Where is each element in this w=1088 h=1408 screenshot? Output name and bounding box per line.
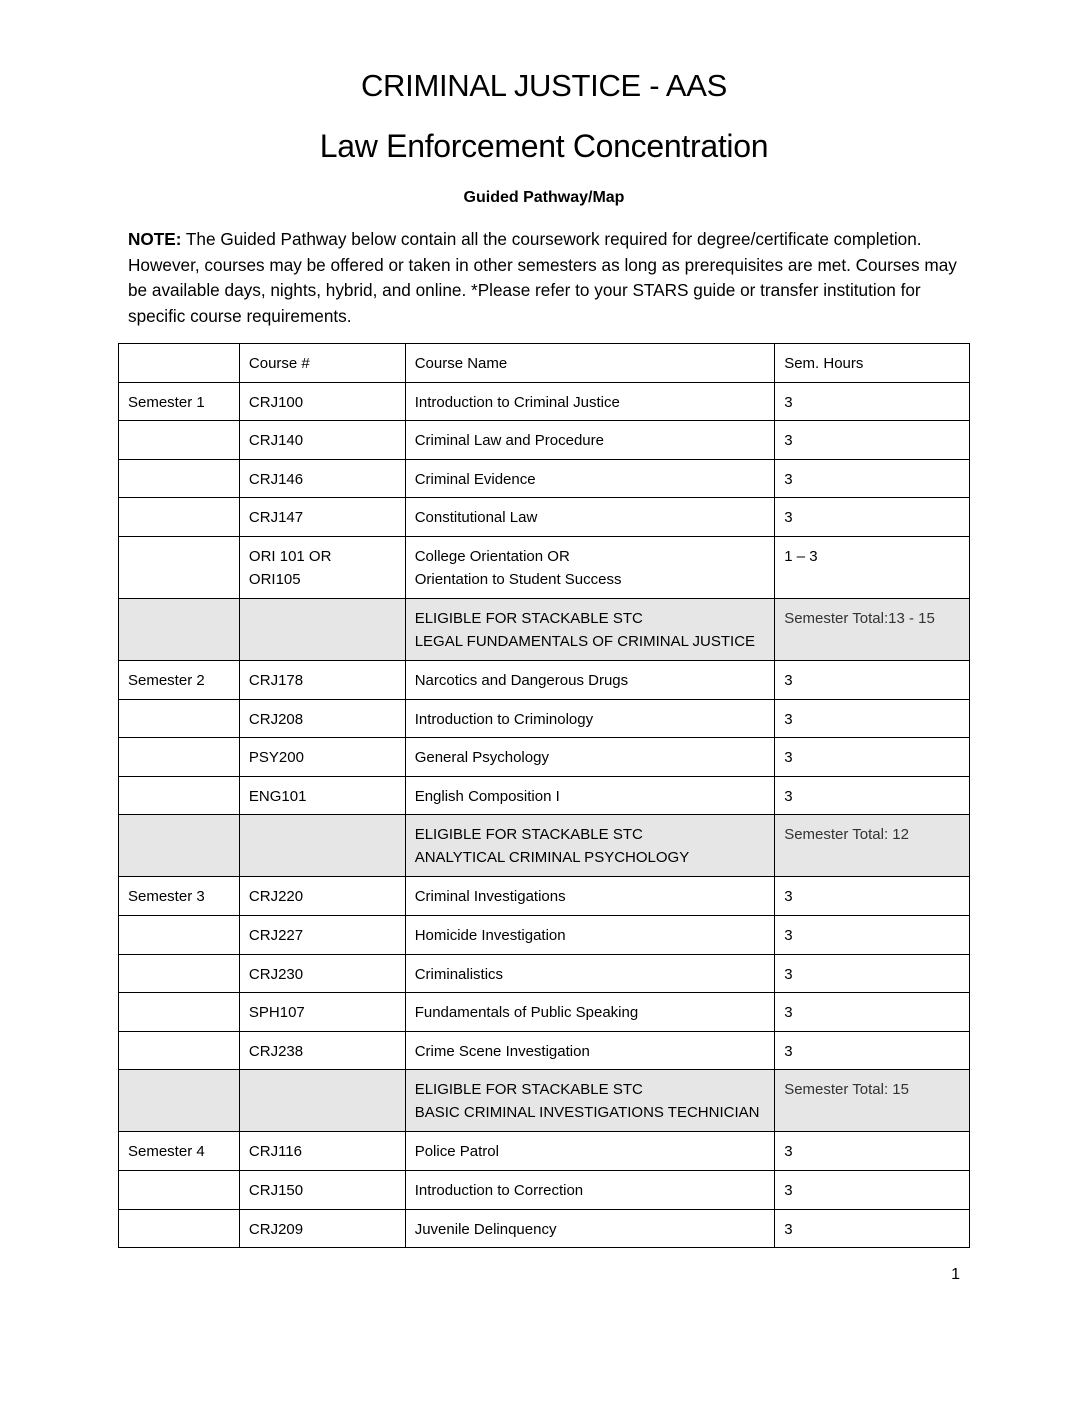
course-number: CRJ227	[239, 915, 405, 954]
course-name: Narcotics and Dangerous Drugs	[405, 660, 775, 699]
pathway-table	[118, 343, 970, 1248]
semester-label	[119, 915, 240, 954]
semester-hours: 3	[775, 915, 970, 954]
course-number-cell	[239, 815, 405, 877]
semester-label	[119, 1170, 240, 1209]
course-row	[119, 536, 970, 598]
semester-total: Semester Total: 12	[775, 815, 970, 877]
stc-eligibility-cell	[405, 1070, 775, 1132]
course-name: Constitutional Law	[405, 498, 775, 537]
course-row	[119, 954, 970, 993]
semester-hours: 3	[775, 421, 970, 460]
course-number-cell	[239, 598, 405, 660]
stc-certificate-name: LEGAL FUNDAMENTALS OF CRIMINAL JUSTICE	[414, 632, 756, 650]
table-header-row	[119, 344, 970, 383]
course-number: CRJ146	[239, 459, 405, 498]
semester-summary-row	[119, 815, 970, 877]
course-row	[119, 1031, 970, 1070]
course-number: CRJ230	[239, 954, 405, 993]
course-row	[119, 915, 970, 954]
course-row	[119, 1209, 970, 1248]
stc-eligibility-label: ELIGIBLE FOR STACKABLE STC	[414, 826, 643, 844]
semester-label	[119, 536, 240, 598]
semester-label	[119, 993, 240, 1032]
stc-eligibility-cell	[405, 598, 775, 660]
course-row	[119, 498, 970, 537]
course-row	[119, 421, 970, 460]
semester-cell	[119, 815, 240, 877]
stc-eligibility-label: ELIGIBLE FOR STACKABLE STC	[414, 609, 643, 627]
course-name: Criminalistics	[405, 954, 775, 993]
semester-hours: 3	[775, 993, 970, 1032]
semester-label	[119, 421, 240, 460]
course-row	[119, 776, 970, 815]
course-name: Fundamentals of Public Speaking	[405, 993, 775, 1032]
semester-cell	[119, 598, 240, 660]
semester-label: Semester 4	[119, 1132, 240, 1171]
header-course-name: Course Name	[405, 344, 775, 383]
course-row	[119, 1132, 970, 1171]
semester-label	[119, 738, 240, 777]
course-name: Criminal Law and Procedure	[405, 421, 775, 460]
semester-label	[119, 1031, 240, 1070]
semester-summary-row	[119, 1070, 970, 1132]
semester-hours: 1 – 3	[775, 536, 970, 598]
semester-hours: 3	[775, 1170, 970, 1209]
subtitle: Guided Pathway/Map	[463, 189, 625, 206]
course-number-line: ORI 101 OR	[248, 547, 332, 565]
page-number: 1	[951, 1266, 960, 1283]
semester-label: Semester 3	[119, 877, 240, 916]
course-number: CRJ238	[239, 1031, 405, 1070]
course-row	[119, 993, 970, 1032]
document-title: CRIMINAL JUSTICE - AAS	[360, 68, 728, 103]
course-name: Police Patrol	[405, 1132, 775, 1171]
course-name: Criminal Evidence	[405, 459, 775, 498]
course-row	[119, 382, 970, 421]
note-paragraph	[128, 227, 958, 329]
course-row	[119, 877, 970, 916]
course-row	[119, 699, 970, 738]
concentration-title: Law Enforcement Concentration	[319, 128, 769, 164]
course-number: CRJ209	[239, 1209, 405, 1248]
semester-cell	[119, 1070, 240, 1132]
semester-hours: 3	[775, 738, 970, 777]
course-name: English Composition I	[405, 776, 775, 815]
note-label: NOTE:	[128, 229, 182, 249]
course-row	[119, 738, 970, 777]
course-number: CRJ220	[239, 877, 405, 916]
course-name: Juvenile Delinquency	[405, 1209, 775, 1248]
semester-label: Semester 2	[119, 660, 240, 699]
semester-hours: 3	[775, 1031, 970, 1070]
semester-hours: 3	[775, 699, 970, 738]
course-number-line: ORI105	[248, 570, 301, 588]
course-number: CRJ178	[239, 660, 405, 699]
course-name: General Psychology	[405, 738, 775, 777]
course-number: PSY200	[239, 738, 405, 777]
course-row	[119, 1170, 970, 1209]
course-number: CRJ116	[239, 1132, 405, 1171]
stc-eligibility-cell	[405, 815, 775, 877]
semester-label: Semester 1	[119, 382, 240, 421]
course-row	[119, 459, 970, 498]
course-number: SPH107	[239, 993, 405, 1032]
semester-label	[119, 699, 240, 738]
course-name-line: College Orientation OR	[414, 547, 570, 565]
course-name: Criminal Investigations	[405, 877, 775, 916]
semester-summary-row	[119, 598, 970, 660]
semester-total: Semester Total: 15	[775, 1070, 970, 1132]
course-name: Introduction to Correction	[405, 1170, 775, 1209]
semester-total: Semester Total:13 - 15	[775, 598, 970, 660]
course-name: Introduction to Criminology	[405, 699, 775, 738]
semester-label	[119, 459, 240, 498]
course-number-cell	[239, 1070, 405, 1132]
semester-hours: 3	[775, 382, 970, 421]
semester-hours: 3	[775, 954, 970, 993]
course-name-line: Orientation to Student Success	[414, 570, 622, 588]
semester-hours: 3	[775, 1209, 970, 1248]
header-course-number: Course #	[239, 344, 405, 383]
course-name	[405, 536, 775, 598]
header-sem-hours: Sem. Hours	[775, 344, 970, 383]
course-number: CRJ140	[239, 421, 405, 460]
course-name: Introduction to Criminal Justice	[405, 382, 775, 421]
semester-hours: 3	[775, 776, 970, 815]
course-number	[239, 536, 405, 598]
stc-certificate-name: ANALYTICAL CRIMINAL PSYCHOLOGY	[414, 849, 690, 867]
semester-hours: 3	[775, 1132, 970, 1171]
course-number: CRJ147	[239, 498, 405, 537]
semester-hours: 3	[775, 877, 970, 916]
course-number: CRJ208	[239, 699, 405, 738]
course-row	[119, 660, 970, 699]
semester-label	[119, 954, 240, 993]
stc-eligibility-label: ELIGIBLE FOR STACKABLE STC	[414, 1081, 643, 1099]
semester-hours: 3	[775, 660, 970, 699]
course-number: CRJ100	[239, 382, 405, 421]
course-name: Crime Scene Investigation	[405, 1031, 775, 1070]
note-text: The Guided Pathway below contain all the coursework required for degree/certificate completion. However, courses may be offered or taken in other semesters as long as prerequisites are met. Courses may be available days, nights, hybrid, and online. *Please refer to your STARS guide or transfer institution for specific course requirements.	[128, 229, 957, 326]
stc-certificate-name: BASIC CRIMINAL INVESTIGATIONS TECHNICIAN	[414, 1104, 760, 1122]
course-number: ENG101	[239, 776, 405, 815]
course-name: Homicide Investigation	[405, 915, 775, 954]
semester-hours: 3	[775, 459, 970, 498]
semester-label	[119, 776, 240, 815]
header-semester	[119, 344, 240, 383]
semester-label	[119, 498, 240, 537]
semester-hours: 3	[775, 498, 970, 537]
course-number: CRJ150	[239, 1170, 405, 1209]
semester-label	[119, 1209, 240, 1248]
